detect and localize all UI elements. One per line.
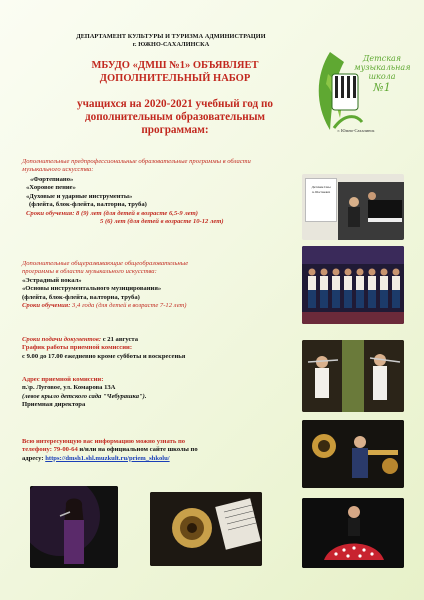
photo-brass-band (302, 420, 404, 488)
logo-line-3: школа (368, 72, 396, 82)
section1-items (26, 176, 226, 226)
photo-horn-player (150, 492, 262, 566)
list-item: «Духовые и ударные инструменты» (26, 192, 133, 200)
list-item: «Фортепиано» (30, 176, 74, 183)
deadline-label: Сроки подачи документов: (22, 336, 102, 343)
vocalist-image (30, 486, 118, 568)
logo-city: г. Южно-Сахалинск (337, 128, 375, 133)
info-address-label: адресу: (22, 454, 44, 462)
flute-image (302, 340, 404, 412)
section1-heading-2: музыкального искусства: (22, 166, 94, 174)
term-2: 5 (6) лет (для детей в возрасте 10-12 лет) (100, 218, 224, 226)
list-item: (флейта, блок-флейта, валторна, труба) (22, 293, 140, 301)
piano-players-image (338, 182, 404, 240)
subtitle-line-1: учащихся на 2020-2021 учебный год по (76, 98, 274, 110)
photo-vocalist (30, 486, 118, 568)
book-title: Детские Сны (311, 185, 331, 189)
info-phone: телефону: 79-00-64 (22, 446, 78, 454)
photo-piano-lesson (302, 174, 404, 240)
horn-image (150, 492, 262, 566)
logo-line-2: музыкальная (354, 63, 411, 73)
announcement-subtitle (44, 98, 306, 136)
info-line-1: Всю интересующую вас информацию можно узнать по (22, 438, 186, 445)
address-label: Адрес приемной комиссии: (22, 376, 104, 383)
deadline-block (22, 336, 312, 361)
term-label: Сроки обучения: (22, 302, 71, 310)
photo-choir (302, 246, 404, 324)
subtitle-line-2: дополнительным образовательным (84, 110, 266, 123)
term-1: 8 (9) лет (для детей в возрасте 6,5-9 лет) (76, 209, 198, 217)
info-line-2: и/или на официальном сайте школы по (79, 446, 198, 454)
logo-line-1: Детская (362, 54, 402, 63)
title-line-2: ДОПОЛНИТЕЛЬНЫЙ НАБОР (99, 72, 251, 84)
dept-line-1: ДЕПАРТАМЕНТ КУЛЬТУРЫ И ТУРИЗМА АДМИНИСТРАЦИИ (76, 33, 266, 40)
section-general (22, 260, 302, 310)
schedule-value: с 9.00 до 17.00 ежедневно кроме субботы и воскресенья (22, 352, 186, 360)
list-item: «Эстрадный вокал» (22, 276, 82, 284)
schedule-label: График работы приемной комиссии: (22, 344, 133, 352)
deadline-value: с 21 августа (102, 336, 139, 343)
choir-image (302, 246, 404, 324)
department-header (40, 33, 302, 49)
section1-heading-1: Дополнительные предпрофессиональные образовательные программы в области (22, 158, 251, 165)
address-line-1: п.\р. Луговое, ул. Комарова 13А (22, 384, 116, 392)
list-item: (флейта, блок-флейта, валторна, труба) (29, 201, 147, 209)
book-author: А. Шостакович (311, 191, 331, 194)
school-logo (310, 44, 410, 140)
section-preprofessional (22, 158, 312, 175)
section2-heading-2: программы в области музыкального искусства: (22, 268, 157, 276)
dancer-image (302, 498, 404, 568)
brass-image (302, 420, 404, 488)
logo-line-4: №1 (373, 80, 391, 94)
address-line-2: (левое крыло детского сада "Чебурашка"). (22, 392, 147, 400)
term-label: Сроки обучения: (26, 209, 75, 217)
list-item: «Хоровое пение» (26, 184, 76, 192)
term-general: 3,4 года (для детей в возрасте 7-12 лет) (72, 302, 187, 310)
address-line-3: Приемная директора (22, 401, 86, 409)
photo-dancer (302, 498, 404, 568)
section2-heading-1: Дополнительные общеразвивающие общеобразовательные (22, 260, 189, 267)
dept-line-2: г. ЮЖНО-САХАЛИНСКА (132, 41, 210, 48)
subtitle-line-3: программам: (141, 123, 209, 136)
info-block (22, 438, 302, 463)
logo-text (354, 54, 410, 94)
address-block (22, 376, 292, 410)
list-item: «Основы инструментального музицирования» (22, 285, 162, 293)
sheet-music-cover (305, 178, 337, 222)
title-line-1: МБУДО «ДМШ №1» ОБЪЯВЛЯЕТ (91, 60, 259, 71)
school-website-link[interactable]: https://dmsh1.shl.muzkult.ru/priem_shkolu/ (45, 454, 170, 462)
announcement-title (44, 60, 306, 85)
photo-flute-players (302, 340, 404, 412)
